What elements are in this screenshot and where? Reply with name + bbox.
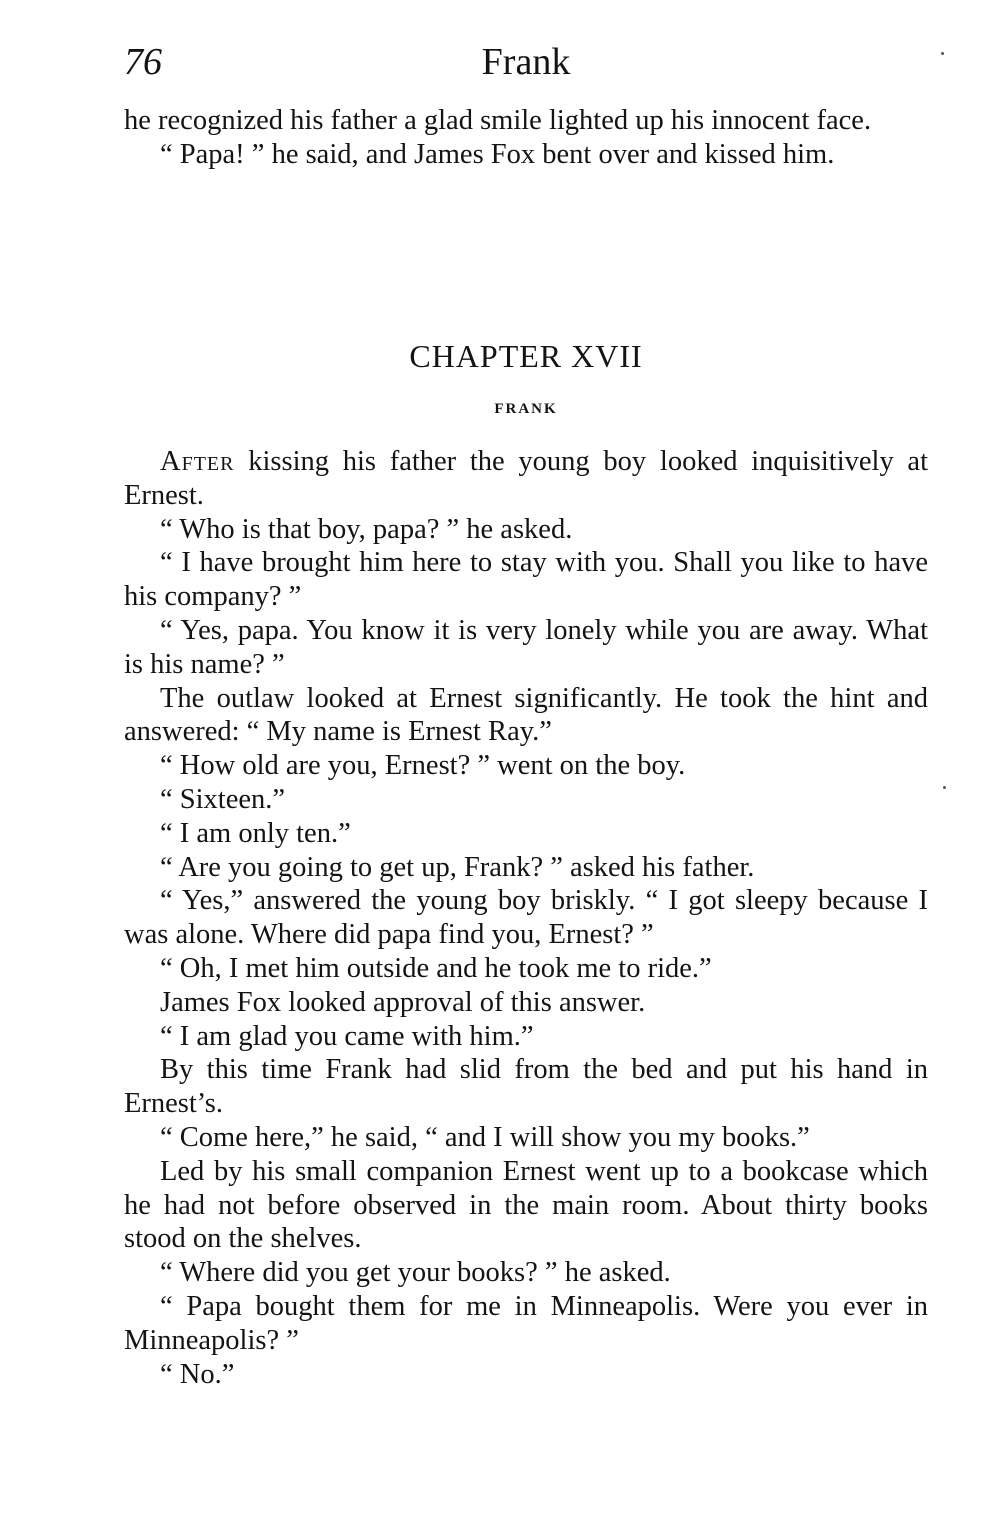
paragraph: By this time Frank had slid from the bed and put his hand in Ernest’s. <box>124 1054 928 1120</box>
opening-text: kissing his father the young boy looked inquisitively at Ernest. <box>124 446 928 511</box>
print-speck <box>943 786 946 789</box>
chapter-body <box>124 445 928 1391</box>
page-number: 76 <box>124 41 162 83</box>
opening-paragraph <box>124 445 928 513</box>
paragraph: he recognized his father a glad smile lighted up his innocent face. <box>124 105 872 136</box>
paragraph: “ Papa! ” he said, and James Fox bent over and kissed him. <box>160 138 835 170</box>
paragraph: “ Where did you get your books? ” he asked. <box>160 1257 671 1289</box>
paragraph: James Fox looked approval of this answer. <box>160 986 646 1018</box>
paragraph: The outlaw looked at Ernest significantly. He took the hint and answered: “ My name is Ernest Ray.” <box>124 682 928 748</box>
paragraph: “ Are you going to get up, Frank? ” asked his father. <box>160 851 755 883</box>
opening-word: After <box>160 446 235 477</box>
print-speck <box>941 52 944 55</box>
paragraph: “ Sixteen.” <box>160 783 286 815</box>
paragraph: “ Oh, I met him outside and he took me to ride.” <box>160 952 712 984</box>
paragraph: “ Papa bought them for me in Minneapolis. Were you ever in Minneapolis? ” <box>124 1290 928 1356</box>
paragraph: “ I am glad you came with him.” <box>160 1020 534 1052</box>
paragraph: “ Come here,” he said, “ and I will show you my books.” <box>160 1121 810 1153</box>
paragraph: Led by his small companion Ernest went up to a bookcase which he had not before observed in the main room. About thirty books stood on the shelves. <box>124 1155 928 1255</box>
paragraph: “ I am only ten.” <box>160 817 351 849</box>
chapter-subtitle: FRANK <box>494 401 558 417</box>
running-head <box>124 36 928 88</box>
paragraph: “ How old are you, Ernest? ” went on the boy. <box>160 750 686 782</box>
continued-text <box>124 104 928 172</box>
chapter-heading: CHAPTER XVII <box>409 338 643 374</box>
running-title: Frank <box>481 41 571 83</box>
paragraph: “ Yes, papa. You know it is very lonely while you are away. What is his name? ” <box>124 614 928 680</box>
paragraph: “ Who is that boy, papa? ” he asked. <box>160 513 573 545</box>
paragraph: “ I have brought him here to stay with you. Shall you like to have his company? ” <box>124 547 928 613</box>
paragraph: “ No.” <box>160 1358 235 1390</box>
paragraph: “ Yes,” answered the young boy briskly. “ I got sleepy because I was alone. Where did papa find you, Ernest? ” <box>124 885 928 951</box>
